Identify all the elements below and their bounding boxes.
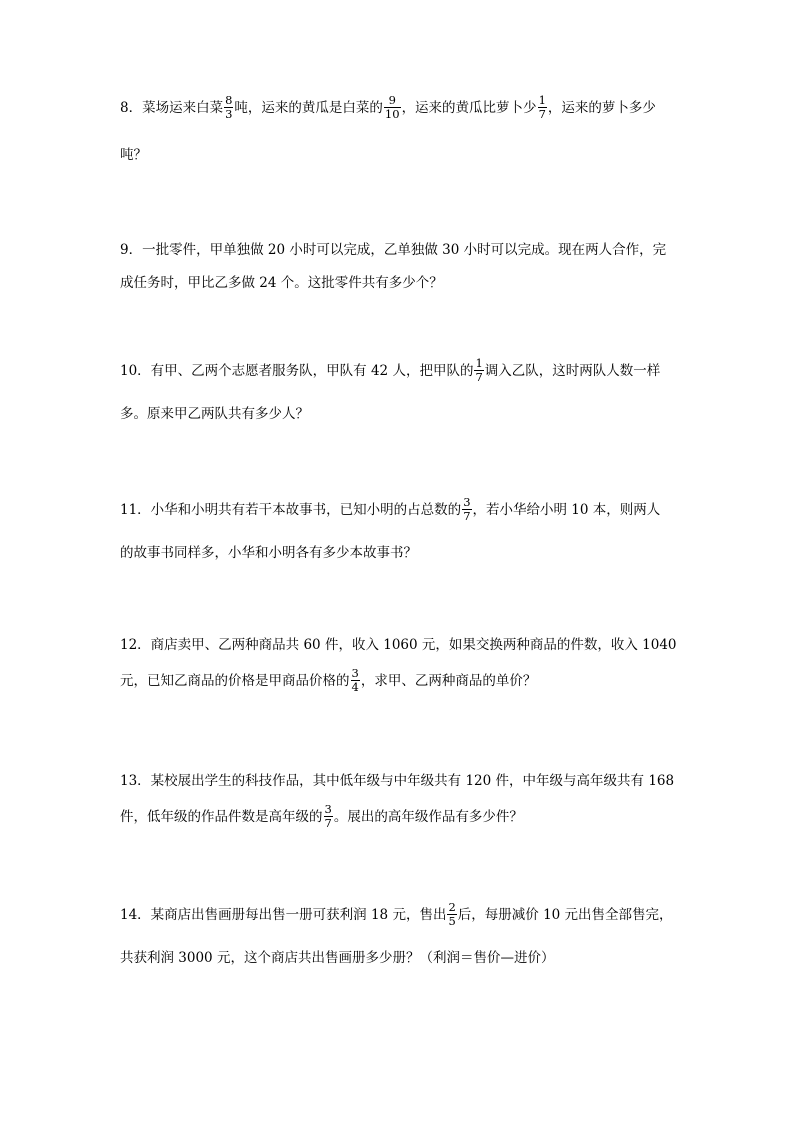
problem-8-line-1: 8．菜场运来白菜 $\frac{8}{3}$ 吨，运来的黄瓜是白菜的 $\frac{9}{10}$ ，运来的黄瓜比萝卜少 $\frac{1}{7}$ ，运来的萝卜多少	[120, 93, 656, 121]
problem-8-line-2: 吨？	[120, 147, 147, 163]
problem-13-line-1: 13．某校展出学生的科技作品，其中低年级与中年级共有 120 件，中年级与高年级共有 168	[120, 773, 675, 789]
problem-9-line-1: 9．一批零件，甲单独做 20 小时可以完成，乙单独做 30 小时可以完成。现在两人合作，完	[120, 242, 667, 258]
fraction: $\frac{3}{7}$	[324, 802, 332, 830]
fraction: $\frac{9}{10}$	[384, 93, 400, 121]
fraction: $\frac{3}{4}$	[351, 666, 359, 694]
problem-14-line-2: 共获利润 3000 元，这个商店共出售画册多少册？（利润＝售价—进价）	[120, 950, 555, 966]
problem-11-line-2: 的故事书同样多，小华和小明各有多少本故事书？	[120, 545, 417, 561]
problem-13-line-2: 件，低年级的作品件数是高年级的 $\frac{3}{7}$ 。展出的高年级作品有多少件？	[120, 802, 523, 830]
fraction: $\frac{1}{7}$	[538, 93, 546, 121]
problem-10-line-2: 多。原来甲乙两队共有多少人？	[120, 406, 309, 422]
problem-11-line-1: 11．小华和小明共有若干本故事书，已知小明的占总数的 $\frac{3}{7}$ ，若小华给小明 10 本，则两人	[120, 495, 661, 523]
fraction: $\frac{8}{3}$	[225, 93, 233, 121]
fraction: $\frac{2}{5}$	[448, 900, 456, 928]
problem-12-line-2: 元，已知乙商品的价格是甲商品价格的 $\frac{3}{4}$ ，求甲、乙两种商品的单价？	[120, 666, 537, 694]
fraction: $\frac{1}{7}$	[475, 356, 483, 384]
problem-9-line-2: 成任务时，甲比乙多做 24 个。这批零件共有多少个？	[120, 275, 443, 291]
problem-14-line-1: 14．某商店出售画册每出售一册可获利润 18 元，售出 $\frac{2}{5}$ 后，每册减价 10 元出售全部售完，	[120, 900, 673, 928]
fraction: $\frac{3}{7}$	[463, 495, 471, 523]
problem-12-line-1: 12．商店卖甲、乙两种商品共 60 件，收入 1060 元，如果交换两种商品的件数，收入 1040	[120, 637, 677, 653]
problem-10-line-1: 10．有甲、乙两个志愿者服务队，甲队有 42 人，把甲队的 $\frac{1}{7}$ 调入乙队，这时两队人数一样	[120, 356, 661, 384]
